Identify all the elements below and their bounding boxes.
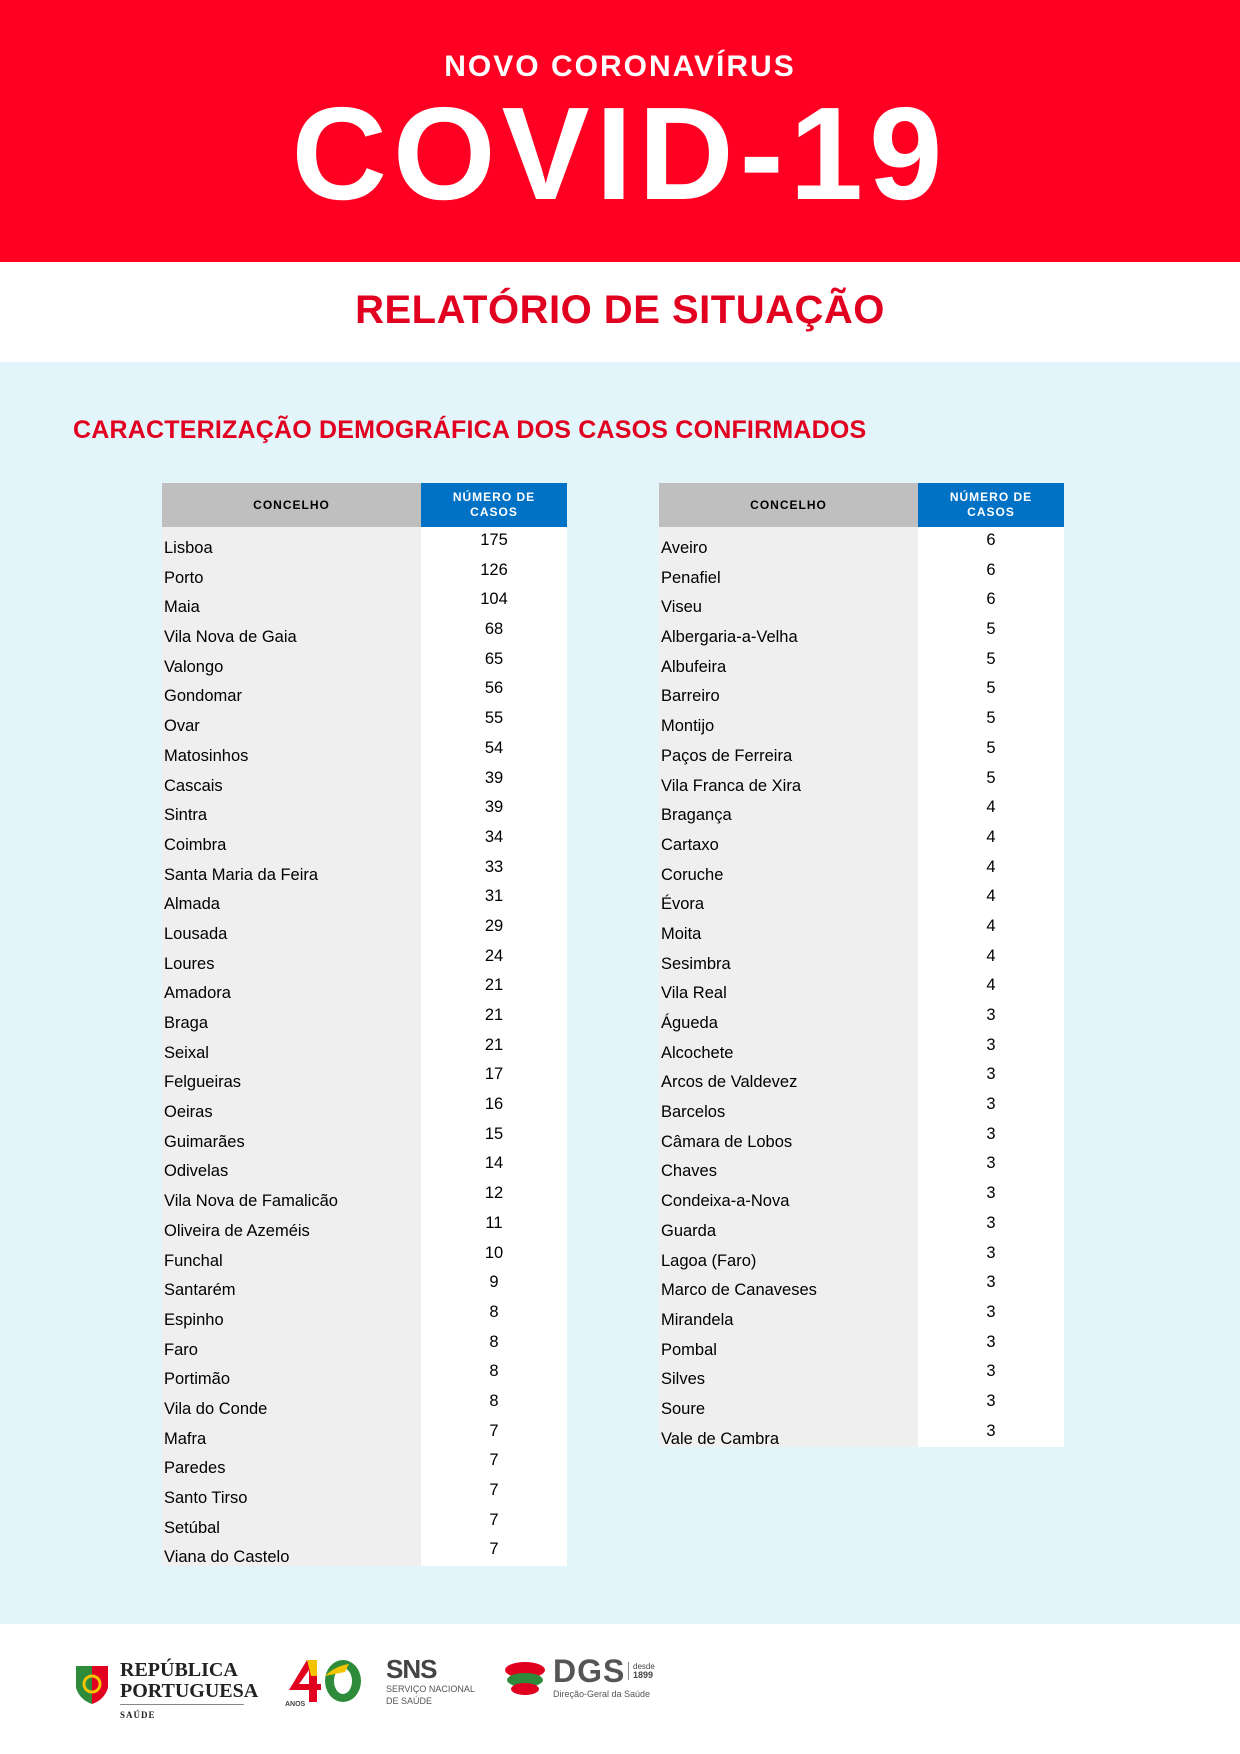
table-cell-concelho: Alcochete	[661, 1043, 734, 1062]
names-column	[659, 527, 918, 1447]
table-cell-cases: 4	[986, 887, 996, 906]
table-cell-concelho: Albufeira	[661, 657, 727, 676]
table-cell-cases: 24	[484, 946, 504, 965]
table-cell-cases: 15	[484, 1124, 504, 1143]
table-cell-cases: 29	[484, 916, 504, 935]
desde-year: 1899	[633, 1670, 654, 1680]
dgs-name: Direção-Geral da Saúde	[553, 1689, 651, 1699]
table-cell-cases: 5	[986, 738, 996, 757]
table-cell-concelho: Pombal	[661, 1340, 717, 1359]
table-cell-cases: 39	[484, 768, 504, 787]
republica-portuguesa-emblem-icon	[74, 1660, 110, 1708]
table-cell-cases: 5	[986, 679, 996, 698]
table-cell-cases: 6	[986, 560, 996, 579]
table-cell-cases: 3	[986, 1213, 996, 1232]
table-cell-concelho: Montijo	[661, 717, 715, 736]
table-cell-cases: 8	[489, 1362, 499, 1381]
table-cell-concelho: Lousada	[164, 924, 228, 943]
desde-label: desde	[633, 1662, 655, 1671]
table-cell-concelho: Amadora	[164, 984, 231, 1003]
table-cell-cases: 16	[484, 1095, 504, 1114]
table-cell-cases: 4	[986, 798, 996, 817]
column-header-cases: NÚMERO DE CASOS	[421, 483, 567, 527]
header-kicker: NOVO CORONAVÍRUS	[444, 50, 796, 83]
table-cell-concelho: Penafiel	[661, 568, 721, 587]
column-header-concelho: CONCELHO	[659, 483, 918, 527]
table-cell-cases: 34	[484, 827, 504, 846]
table-cell-cases: 7	[489, 1540, 499, 1559]
table-cell-concelho: Aveiro	[661, 539, 708, 557]
table-cell-concelho: Vila Nova de Gaia	[164, 628, 297, 647]
table-cell-cases: 7	[489, 1421, 499, 1440]
table-cell-concelho: Guimarães	[164, 1132, 245, 1151]
column-header-cases: NÚMERO DE CASOS	[918, 483, 1064, 527]
table-cell-concelho: Chaves	[661, 1162, 717, 1181]
table-cell-cases: 11	[485, 1213, 503, 1232]
table-cell-concelho: Arcos de Valdevez	[661, 1073, 798, 1092]
table-cell-concelho: Loures	[164, 954, 215, 973]
table-cell-concelho: Sintra	[164, 806, 208, 825]
table-cell-concelho: Maia	[164, 598, 200, 617]
table-cell-concelho: Vila do Conde	[164, 1399, 268, 1418]
table-cell-concelho: Oeiras	[164, 1103, 213, 1122]
table-cell-cases: 5	[986, 649, 996, 668]
table-cell-cases: 6	[986, 531, 996, 549]
table-cell-cases: 3	[986, 1006, 996, 1024]
table-cell-cases: 4	[986, 857, 996, 876]
table-cell-concelho: Silves	[661, 1370, 706, 1389]
table-cell-cases: 7	[489, 1481, 499, 1499]
table-cell-cases: 4	[986, 827, 996, 846]
table-cell-cases: 126	[480, 560, 508, 579]
table-cell-concelho: Santarém	[164, 1281, 236, 1300]
table-cell-concelho: Valongo	[164, 657, 224, 676]
rp-subtitle: SAÚDE	[120, 1710, 156, 1720]
table-cell-concelho: Barcelos	[661, 1103, 726, 1122]
table-cell-cases: 8	[489, 1302, 499, 1321]
table-cell-concelho: Almada	[164, 895, 220, 914]
table-cell-cases: 7	[489, 1451, 499, 1470]
table-cell-cases: 9	[489, 1273, 499, 1292]
table-cell-concelho: Vale de Cambra	[661, 1429, 780, 1448]
table-cell-concelho: Guarda	[661, 1221, 717, 1240]
table-cell-concelho: Odivelas	[164, 1162, 229, 1181]
table-header	[162, 483, 567, 527]
table-cell-concelho: Viana do Castelo	[164, 1548, 290, 1567]
table-cell-concelho: Porto	[164, 568, 204, 587]
table-cell-concelho: Felgueiras	[164, 1073, 242, 1092]
table-cell-cases: 8	[489, 1391, 499, 1410]
table-cell-concelho: Moita	[661, 924, 702, 943]
table-cell-cases: 12	[484, 1184, 504, 1203]
table-cell-cases: 4	[986, 946, 996, 965]
table-cell-cases: 4	[986, 916, 996, 935]
table-cell-concelho: Condeixa-a-Nova	[661, 1192, 790, 1211]
table-cell-cases: 5	[986, 768, 996, 787]
table-cell-concelho: Braga	[164, 1014, 209, 1032]
header-title: COVID-19	[291, 80, 949, 227]
table-cell-cases: 55	[484, 709, 504, 728]
table-cell-concelho: Cascais	[164, 776, 223, 795]
table-cell-cases: 3	[986, 1302, 996, 1321]
table-cell-cases: 3	[986, 1332, 996, 1351]
table-cell-concelho: Setúbal	[164, 1518, 220, 1537]
sns-40-anos-logo-icon	[285, 1656, 365, 1708]
table-cell-concelho: Paços de Ferreira	[661, 746, 793, 765]
table-cell-concelho: Matosinhos	[164, 746, 249, 765]
table-cell-concelho: Lagoa (Faro)	[661, 1251, 757, 1270]
table-cell-cases: 56	[484, 679, 504, 698]
table-cell-concelho: Santa Maria da Feira	[164, 865, 319, 884]
table-cell-cases: 54	[484, 738, 504, 757]
table-cell-cases: 4	[986, 976, 996, 995]
table-cell-cases: 3	[986, 1421, 996, 1440]
table-cell-concelho: Évora	[661, 895, 705, 914]
table-cell-concelho: Lisboa	[164, 539, 213, 557]
table-cell-concelho: Marco de Canaveses	[661, 1281, 817, 1300]
column-header-concelho: CONCELHO	[162, 483, 421, 527]
table-cell-cases: 10	[484, 1243, 504, 1262]
table-cell-cases: 3	[986, 1362, 996, 1381]
table-cell-cases: 17	[484, 1065, 504, 1084]
table-cell-concelho: Soure	[661, 1399, 706, 1418]
table-cell-concelho: Coruche	[661, 865, 724, 884]
table-body	[162, 527, 567, 1566]
table-cell-concelho: Mafra	[164, 1429, 207, 1448]
cases-table-left	[162, 483, 567, 1566]
table-cell-cases: 68	[484, 620, 504, 639]
table-cell-cases: 3	[986, 1095, 996, 1114]
table-cell-cases: 21	[484, 1006, 504, 1024]
table-header	[659, 483, 1064, 527]
dgs-acronym: DGS	[553, 1653, 626, 1689]
table-cell-cases: 21	[484, 1035, 504, 1054]
table-cell-concelho: Coimbra	[164, 835, 227, 854]
table-cell-cases: 21	[484, 976, 504, 995]
sns-acronym: SNS	[386, 1654, 437, 1684]
table-cell-concelho: Cartaxo	[661, 835, 719, 854]
table-cell-concelho: Mirandela	[661, 1310, 734, 1329]
table-cell-cases: 65	[484, 649, 504, 668]
table-cell-cases: 3	[986, 1124, 996, 1143]
table-cell-cases: 3	[986, 1154, 996, 1173]
table-cell-cases: 6	[986, 590, 996, 609]
table-cell-concelho: Câmara de Lobos	[661, 1132, 793, 1151]
table-cell-cases: 7	[489, 1510, 499, 1529]
cases-table-right	[659, 483, 1064, 1447]
table-cell-concelho: Faro	[164, 1340, 198, 1359]
table-cell-concelho: Ovar	[164, 717, 200, 736]
sns-name-line1: SERVIÇO NACIONAL	[386, 1684, 475, 1694]
table-cell-cases: 104	[480, 590, 508, 609]
rp-line1: REPÚBLICA	[120, 1659, 238, 1681]
divider	[120, 1704, 244, 1705]
table-cell-concelho: Bragança	[661, 806, 732, 825]
sns-logo	[386, 1656, 475, 1706]
section-title: CARACTERIZAÇÃO DEMOGRÁFICA DOS CASOS CONFIRMADOS	[73, 416, 867, 444]
dgs-emblem-icon	[503, 1656, 547, 1700]
table-cell-cases: 5	[986, 620, 996, 639]
table-cell-concelho: Gondomar	[164, 687, 242, 706]
names-column	[162, 527, 421, 1566]
table-cell-concelho: Vila Nova de Famalicão	[164, 1192, 338, 1211]
table-cell-cases: 3	[986, 1273, 996, 1292]
table-cell-cases: 8	[489, 1332, 499, 1351]
table-cell-concelho: Vila Real	[661, 984, 727, 1003]
table-cell-concelho: Vila Franca de Xira	[661, 776, 802, 795]
table-cell-concelho: Seixal	[164, 1043, 209, 1062]
table-cell-concelho: Albergaria-a-Velha	[661, 628, 798, 647]
counts-column	[421, 527, 567, 1566]
table-cell-cases: 39	[484, 798, 504, 817]
rp-line2: PORTUGUESA	[120, 1680, 259, 1702]
table-cell-cases: 33	[484, 857, 504, 876]
table-cell-cases: 3	[986, 1065, 996, 1084]
table-cell-cases: 3	[986, 1035, 996, 1054]
report-title: RELATÓRIO DE SITUAÇÃO	[355, 288, 885, 332]
dgs-since-badge	[628, 1662, 655, 1680]
table-cell-cases: 14	[484, 1154, 504, 1173]
table-body	[659, 527, 1064, 1447]
table-cell-concelho: Águeda	[661, 1014, 718, 1032]
table-cell-cases: 3	[986, 1243, 996, 1262]
table-cell-concelho: Barreiro	[661, 687, 720, 706]
table-cell-concelho: Oliveira de Azeméis	[164, 1221, 310, 1240]
table-cell-cases: 175	[480, 531, 508, 549]
table-cell-cases: 3	[986, 1184, 996, 1203]
table-cell-concelho: Viseu	[661, 598, 702, 617]
table-cell-cases: 5	[986, 709, 996, 728]
table-cell-concelho: Funchal	[164, 1251, 223, 1270]
table-cell-cases: 31	[484, 887, 504, 906]
table-cell-concelho: Portimão	[164, 1370, 231, 1389]
counts-column	[918, 527, 1064, 1447]
table-cell-concelho: Sesimbra	[661, 954, 731, 973]
table-cell-concelho: Santo Tirso	[164, 1489, 248, 1507]
sns-name-line2: DE SAÚDE	[386, 1696, 433, 1706]
republica-portuguesa-logo	[120, 1660, 258, 1702]
anos-label: ANOS	[285, 1701, 306, 1708]
table-cell-concelho: Paredes	[164, 1459, 226, 1478]
table-cell-cases: 3	[986, 1391, 996, 1410]
table-cell-concelho: Espinho	[164, 1310, 224, 1329]
